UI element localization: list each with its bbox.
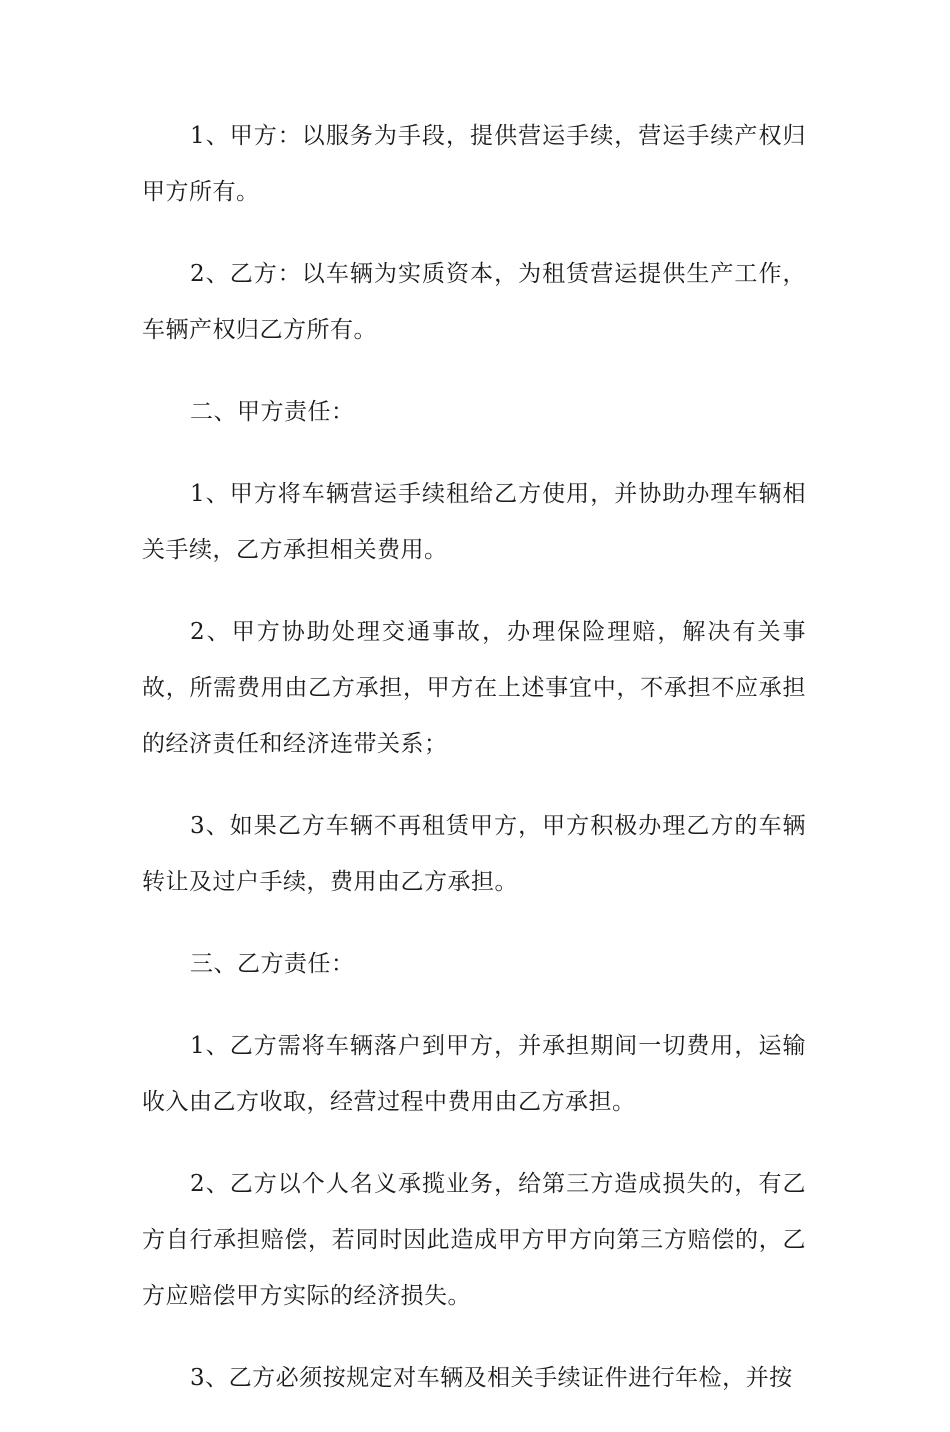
paragraph-party-b-role: 2、乙方：以车辆为实质资本，为租赁营运提供生产工作，车辆产权归乙方所有。 [142,261,806,343]
paragraph-party-a-duty-3: 3、如果乙方车辆不再租赁甲方，甲方积极办理乙方的车辆转让及过户手续，费用由乙方承担。 [142,813,806,895]
paragraph-party-a-role: 1、甲方：以服务为手段，提供营运手续，营运手续产权归甲方所有。 [142,123,806,205]
document-body [142,108,806,1432]
paragraph-party-b-duty-2: 2、乙方以个人名义承揽业务，给第三方造成损失的，有乙方自行承担赔偿，若同时因此造成甲方甲方向第三方赔偿的，乙方应赔偿甲方实际的经济损失。 [142,1171,806,1309]
section-heading-party-a-duties: 二、甲方责任： [190,399,355,425]
paragraph-party-b-duty-3: 3、乙方必须按规定对车辆及相关手续证件进行年检，并按 [190,1365,793,1391]
section-heading-party-b-duties: 三、乙方责任： [190,951,355,977]
paragraph-party-b-duty-1: 1、乙方需将车辆落户到甲方，并承担期间一切费用，运输收入由乙方收取，经营过程中费用由乙方承担。 [142,1033,806,1115]
paragraph-party-a-duty-2: 2、甲方协助处理交通事故，办理保险理赔，解决有关事故，所需费用由乙方承担，甲方在上述事宜中，不承担不应承担的经济责任和经济连带关系； [142,619,806,757]
paragraph-party-a-duty-1: 1、甲方将车辆营运手续租给乙方使用，并协助办理车辆相关手续，乙方承担相关费用。 [142,481,806,563]
